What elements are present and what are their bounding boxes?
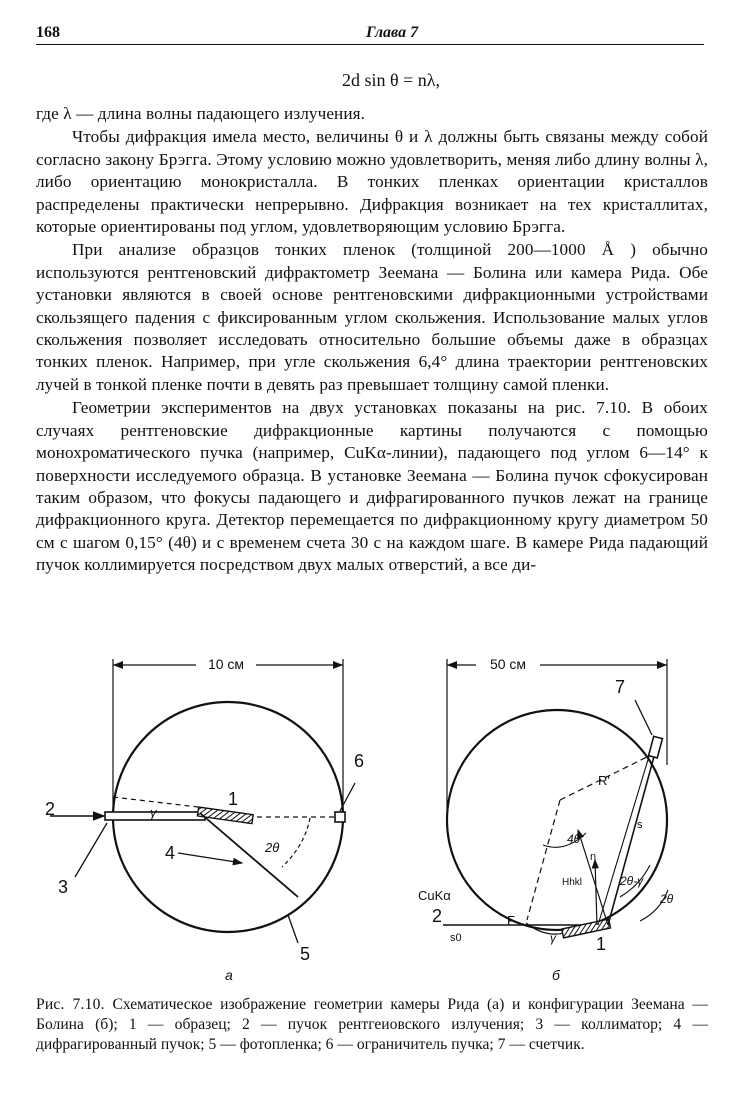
angle-2theta-gamma: 2θ-γ xyxy=(620,874,644,888)
diffracted-beam-b xyxy=(608,753,655,925)
angle-gamma-b: γ xyxy=(550,931,556,945)
figure-svg xyxy=(0,645,737,990)
page-number: 168 xyxy=(36,24,60,41)
counter xyxy=(649,736,663,758)
focus-f: F xyxy=(507,913,515,928)
diffracted-beam xyxy=(200,813,298,897)
angle-2theta-b: 2θ xyxy=(660,892,674,906)
caption-text: Схематическое изображение геометрии камеры Рида (а) и конфигурации Зеемана — Болина (б); 1 — образец; 2 — пучок рентгеиовского излучения; 3 — коллиматор; 4 — дифрагированный пучок; 5 — фотопленка; 6 — ограничитель пучка; 7 — счетчик. xyxy=(36,996,708,1053)
beam-stop xyxy=(335,812,345,822)
caption-label: Рис. 7.10. xyxy=(36,996,105,1013)
label-2: 2 xyxy=(45,799,56,819)
formula-text: 2d sin θ = nλ, xyxy=(341,70,440,90)
figure-b xyxy=(443,659,668,938)
figure-a xyxy=(50,659,355,943)
source-cuka: CuKα xyxy=(418,888,451,903)
label-4: 4 xyxy=(165,843,176,863)
angle-2theta-a: 2θ xyxy=(265,840,280,855)
label-b-7: 7 xyxy=(615,677,626,697)
label-b-1: 1 xyxy=(596,934,607,954)
radius-label: R' xyxy=(598,773,610,788)
diffractometer-circle xyxy=(447,710,667,930)
dimension-label-a: 10 см xyxy=(207,656,245,672)
vector-s0: s0 xyxy=(450,932,462,944)
page-header xyxy=(36,22,704,45)
sublabel-b: б xyxy=(552,967,560,983)
paragraph: При анализе образцов тонких пленок (толщиной 200—1000 Å ) обычно используются рентгеновский дифрактометр Зеемана — Болина или камера Рида. Обе установки являются в своей основе рентгеновскими дифракционными устройствами скользящего падения с фиксированным углом скольжения. Использование малых углов скольжения позволяет исследовать относительно большие объемы даже в образцах тонких пленок. Например, при угле скольжения 6,4° длина траектории рентгеновских лучей в тонкой пленке почти в девять раз превышает толщину самой пленки. xyxy=(36,240,708,394)
body-text xyxy=(36,103,708,577)
paragraph: где λ — длина волны падающего излучения. xyxy=(36,104,366,123)
angle-4theta: 4θ xyxy=(567,832,581,846)
label-3: 3 xyxy=(58,877,69,897)
paragraph: Чтобы дифракция имела место, величины θ и λ должны быть связаны между собой согласно закону Брэгга. Этому условию можно удовлетворить, меняя либо длину волны λ, либо ориентацию монокристалла. В тонких пленках ориентации кристаллов распределены практически непрерывно. Дифракция возникает на тех кристаллитах, которые ориентированы под углом, удовлетворяющим условию Брэгга. xyxy=(36,127,708,237)
figure-caption xyxy=(36,995,708,1055)
sublabel-a: а xyxy=(225,967,233,983)
vector-h: Hhkl xyxy=(562,877,583,888)
angle-gamma-a: γ xyxy=(150,805,157,820)
figure-7-10 xyxy=(0,645,737,990)
paragraph: Геометрии экспериментов на двух установках показаны на рис. 7.10. В обоих случаях рентгеновские дифракционные картины получаются с помощью монохроматического пучка (например, CuKα-линии), падающего под углом 6—14° к поверхности исследуемого образца. В установке Зеемана — Болина пучок сфокусирован таким образом, что фокусы падающего и дифрагированного пучков лежат на границе дифракционного круга. Детектор перемещается по дифракционному кругу диаметром 50 см с шагом 0,15° (4θ) и с временем счета 30 с на каждом шаге. В камере Рида падающий пучок коллимируется посредством двух малых отверстий, а все ди- xyxy=(36,398,708,575)
chapter-title: Глава 7 xyxy=(366,24,419,41)
sample xyxy=(197,807,253,824)
vector-s: s xyxy=(637,819,643,831)
bragg-formula xyxy=(0,70,737,91)
vector-n: n xyxy=(590,851,597,863)
label-5: 5 xyxy=(300,944,311,964)
figure-b-labels xyxy=(418,655,674,983)
label-6: 6 xyxy=(354,751,365,771)
label-b-2: 2 xyxy=(432,906,443,926)
dimension-label-b: 50 см xyxy=(489,656,527,672)
label-1: 1 xyxy=(228,789,239,809)
